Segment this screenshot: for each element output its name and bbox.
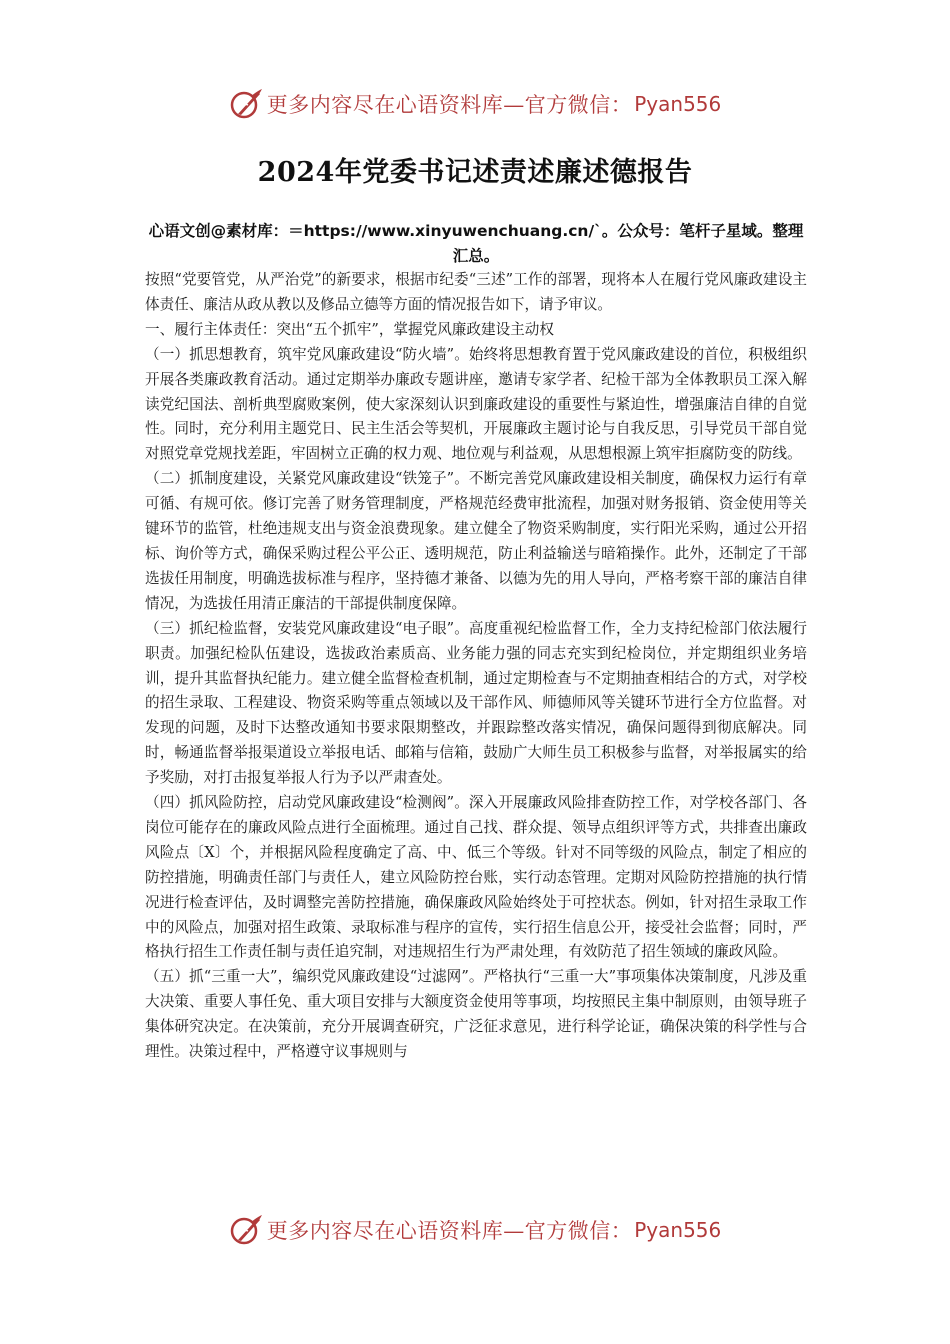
paragraph-2: （二）抓制度建设，关紧党风廉政建设“铁笼子”。不断完善党风廉政建设相关制度，确保权力运行有章可循、有规可依。修订完善了财务管理制度，严格规范经费审批流程，加强对财务报销、资金使用等关键环节的监管，杜绝违规支出与资金浪费现象。建立健全了物资采购制度，实行阳光采购，通过公开招标、询价等方式，确保采购过程公平公正、透明规范，防止利益输送与暗箱操作。此外，还制定了干部选拔任用制度，明确选拔标准与程序，坚持德才兼备、以德为先的用人导向，严格考察干部的廉洁自律情况，为选拔任用清正廉洁的干部提供制度保障。 — [145, 470, 807, 612]
paragraph-intro: 按照“党要管党，从严治党”的新要求，根据市纪委“三述”工作的部署，现将本人在履行党风廉政建设主体责任、廉洁从政从教以及修品立德等方面的情况报告如下，请予审议。 — [145, 271, 807, 313]
footer-watermark-banner — [0, 1208, 950, 1252]
banner-text: 更多内容尽在心语资料库—官方微信： — [266, 93, 633, 117]
quill-logo-icon — [229, 1213, 263, 1247]
document-title: 2024年党委书记述责述廉述德报告 — [257, 157, 693, 188]
header-watermark-banner — [0, 82, 950, 126]
paragraph-4: （四）抓风险防控，启动党风廉政建设“检测阀”。深入开展廉政风险排查防控工作，对学校各部门、各岗位可能存在的廉政风险点进行全面梳理。通过自己找、群众提、领导点组织评等方式，共排查出廉政风险点〔X〕个，并根据风险程度确定了高、中、低三个等级。针对不同等级的风险点，制定了相应的防控措施，明确责任部门与责任人，建立风险防控台账，实行动态管理。定期对风险防控措施的执行情况进行检查评估，及时调整完善防控措施，确保廉政风险始终处于可控状态。例如，针对招生录取工作中的风险点，加强对招生政策、录取标准与程序的宣传，实行招生信息公开，接受社会监督；同时，严格执行招生工作责任制与责任追究制，对违规招生行为严肃处理，有效防范了招生领域的廉政风险。 — [145, 794, 807, 961]
source-line: 心语文创@素材库：＝https://www.xinyuwenchuang.cn/`。公众号：笔杆子星域。整理汇总。 — [148, 222, 804, 265]
paragraph-1: （一）抓思想教育，筑牢党风廉政建设“防火墙”。始终将思想教育置于党风廉政建设的首位，积极组织开展各类廉政教育活动。通过定期举办廉政专题讲座，邀请专家学者、纪检干部为全体教职员工深入解读党纪国法、剖析典型腐败案例，使大家深刻认识到廉政建设的重要性与紧迫性，增强廉洁自律的自觉性。同时，充分利用主题党日、民主生活会等契机，开展廉政主题讨论与自我反思，引导党员干部自觉对照党章党规找差距，牢固树立正确的权力观、地位观与利益观，从思想根源上筑牢拒腐防变的防线。 — [145, 345, 807, 463]
banner-text: 更多内容尽在心语资料库—官方微信： — [266, 1219, 633, 1243]
document-body — [145, 268, 807, 1065]
banner-wechat-id: Pyan556 — [634, 1218, 722, 1242]
quill-logo-icon — [229, 87, 263, 121]
section-heading-1: 一、履行主体责任：突出“五个抓牢”，掌握党风廉政建设主动权 — [145, 320, 554, 338]
banner-wechat-id: Pyan556 — [634, 92, 722, 116]
paragraph-5: （五）抓“三重一大”，编织党风廉政建设“过滤网”。严格执行“三重一大”事项集体决策制度，凡涉及重大决策、重要人事任免、重大项目安排与大额度资金使用等事项，均按照民主集中制原则，由领导班子集体研究决定。在决策前，充分开展调查研究，广泛征求意见，进行科学论证，确保决策的科学性与合理性。决策过程中，严格遵守议事规则与 — [145, 968, 807, 1061]
paragraph-3: （三）抓纪检监督，安装党风廉政建设“电子眼”。高度重视纪检监督工作，全力支持纪检部门依法履行职责。加强纪检队伍建设，选拔政治素质高、业务能力强的同志充实到纪检岗位，并定期组织业务培训，提升其监督执纪能力。建立健全监督检查机制，通过定期检查与不定期抽查相结合的方式，对学校的招生录取、工程建设、物资采购等重点领域以及干部作风、师德师风等关键环节进行全方位监督。对发现的问题，及时下达整改通知书要求限期整改，并跟踪整改落实情况，确保问题得到彻底解决。同时，畅通监督举报渠道设立举报电话、邮箱与信箱，鼓励广大师生员工积极参与监督，对举报属实的给予奖励，对打击报复举报人行为予以严肃查处。 — [145, 619, 807, 787]
